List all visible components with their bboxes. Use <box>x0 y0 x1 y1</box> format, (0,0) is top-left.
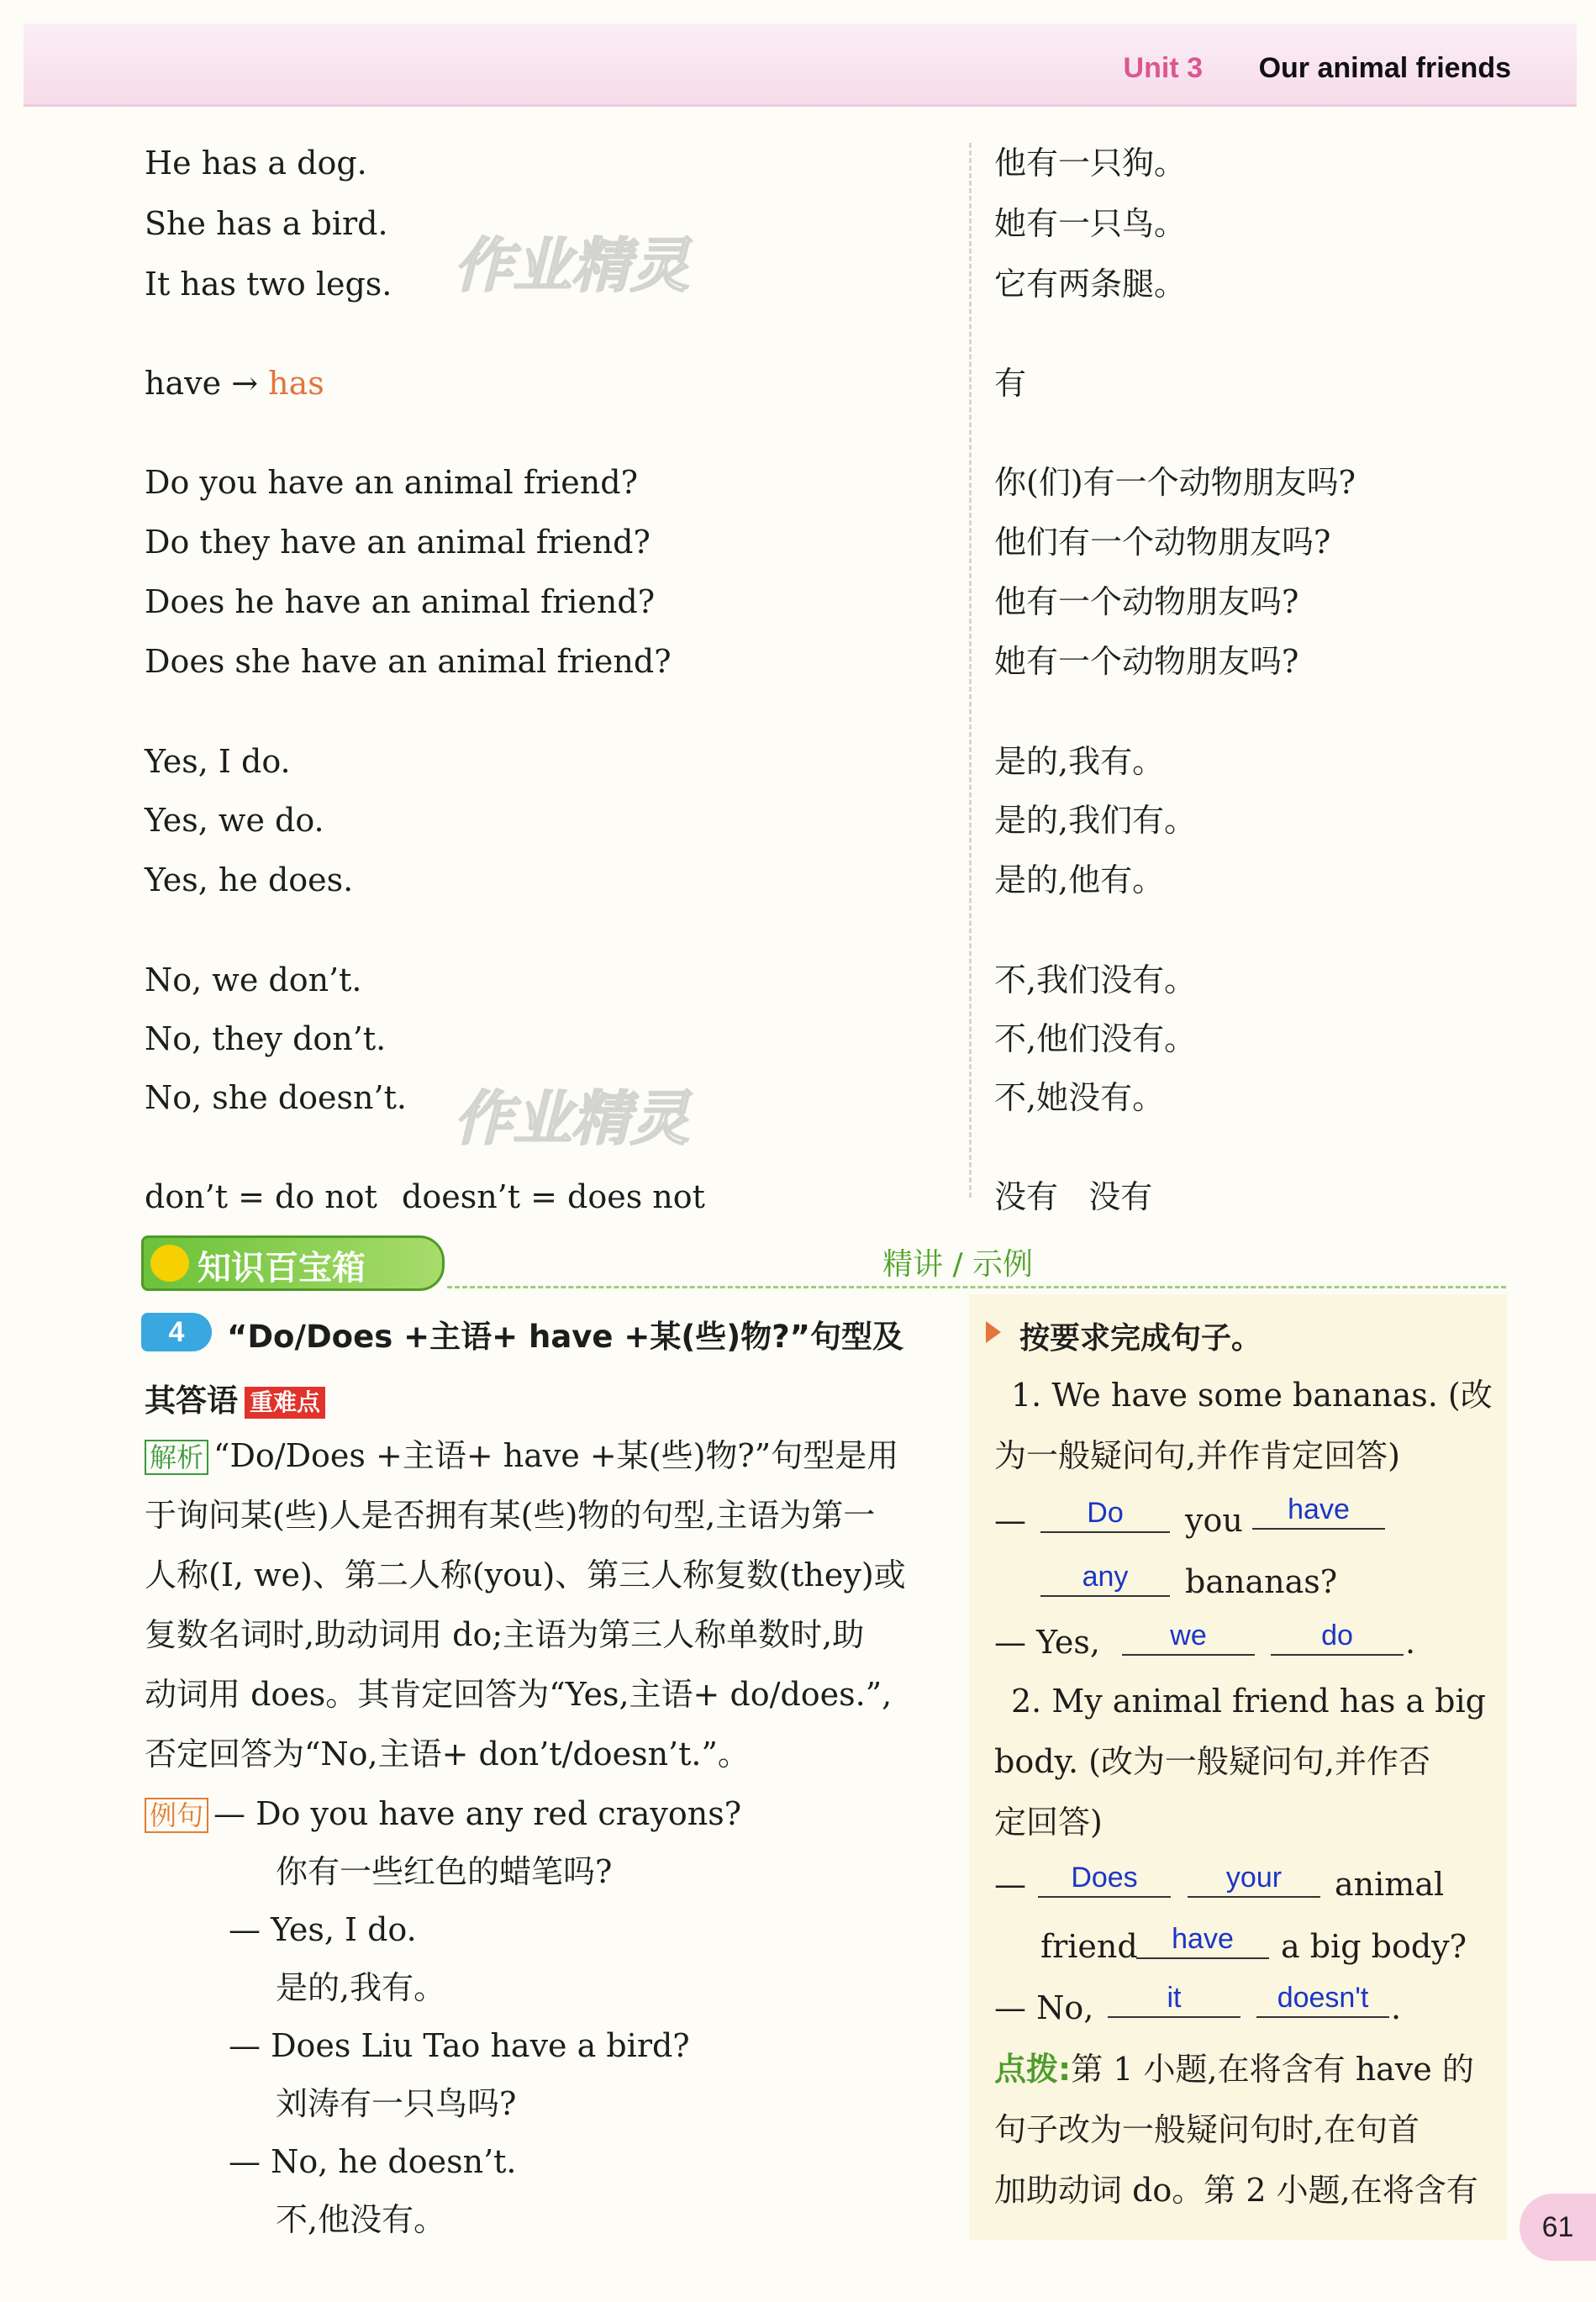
answer-blank[interactable]: any <box>1040 1558 1170 1597</box>
question-zh: 你(们)有一个动物朋友吗? <box>994 464 1356 501</box>
answer-yes-en: Yes, I do. <box>145 743 291 780</box>
answer-yes-zh: 是的,我们有。 <box>994 802 1197 839</box>
analysis-line: 动词用 does。其肯定回答为“Yes,主语+ do/does.”, <box>145 1676 893 1713</box>
word-friend: friend <box>1040 1928 1138 1965</box>
analysis-line: 人称(I, we)、第二人称(you)、第三人称复数(they)或 <box>145 1557 906 1593</box>
sentence-zh: 她有一只鸟。 <box>994 205 1187 242</box>
sentence-en: She has a bird. <box>145 205 388 242</box>
analysis-line: 否定回答为“No,主语+ don’t/doesn’t.”。 <box>145 1736 750 1773</box>
sentence-en: It has two legs. <box>145 266 392 303</box>
answer-blank[interactable]: have <box>1252 1491 1385 1530</box>
triangle-icon <box>986 1321 1001 1343</box>
watermark: 作业精灵 <box>454 1084 689 1153</box>
question-en: Do they have an animal friend? <box>145 524 651 561</box>
yes-prefix: — Yes, <box>994 1624 1100 1661</box>
answer-no-en: No, they don’t. <box>145 1020 387 1057</box>
word-animal: animal <box>1335 1866 1445 1903</box>
answer-no-en: No, she doesn’t. <box>145 1079 407 1116</box>
period: . <box>1405 1624 1416 1661</box>
point-title: “Do/Does +主语+ have +某(些)物?”句型及 <box>227 1319 903 1355</box>
analysis-tag: 解析 <box>145 1440 208 1475</box>
answer-yes-en: Yes, we do. <box>145 802 324 839</box>
exercise-q2-cont: 定回答) <box>994 1804 1103 1841</box>
analysis-line <box>145 1435 898 1476</box>
answer-no-en: No, we don’t. <box>145 961 362 998</box>
answer-blank[interactable]: do <box>1271 1617 1404 1656</box>
exercise-q2-cont: body. (改为一般疑问句,并作否 <box>994 1743 1431 1780</box>
word-have: have <box>145 365 222 402</box>
page-number: 61 <box>1520 2194 1596 2261</box>
answer-blank[interactable]: we <box>1122 1617 1255 1656</box>
tip-text: 第 1 小题,在将含有 have 的 <box>1071 2051 1474 2088</box>
answer-no-zh: 不,她没有。 <box>994 1079 1165 1116</box>
point-number-badge: 4 <box>141 1313 212 1351</box>
example-tag: 例句 <box>145 1798 208 1833</box>
column-divider <box>969 143 972 1198</box>
answer-yes-zh: 是的,我有。 <box>994 743 1165 780</box>
dash: — <box>994 1502 1026 1539</box>
question-en: Do you have an animal friend? <box>145 464 638 501</box>
contraction-zh: 没有 没有 <box>994 1178 1153 1215</box>
section-subtitle: 精讲 / 示例 <box>882 1247 1034 1282</box>
point-title-cont: 其答语 <box>145 1383 238 1419</box>
tip-line: 加助动词 do。第 2 小题,在将含有 <box>994 2172 1478 2209</box>
sentence-en: He has a dog. <box>145 145 367 182</box>
answer-blank[interactable]: Does <box>1038 1859 1171 1898</box>
answer-no-zh: 不,我们没有。 <box>994 961 1197 998</box>
example-line: 不,他没有。 <box>276 2201 446 2238</box>
example-line: 刘涛有一只鸟吗? <box>276 2085 517 2122</box>
no-prefix: — No, <box>994 1989 1094 2026</box>
sentence-zh: 他有一只狗。 <box>994 145 1187 182</box>
question-en: Does he have an animal friend? <box>145 583 656 620</box>
word-you: you <box>1185 1502 1243 1539</box>
section-banner <box>141 1235 445 1291</box>
tip-label: 点拨: <box>994 2051 1072 2088</box>
unit-label: Unit 3 <box>1123 52 1203 84</box>
analysis-text: “Do/Does +主语+ have +某(些)物?”句型是用 <box>213 1437 899 1474</box>
question-en: Does she have an animal friend? <box>145 643 672 680</box>
exercise-q2: 2. My animal friend has a big <box>1011 1683 1486 1720</box>
period: . <box>1391 1989 1402 2026</box>
answer-blank[interactable]: doesn't <box>1256 1979 1389 2018</box>
tip-line <box>994 2049 1474 2089</box>
example-line: — Does Liu Tao have a bird? <box>229 2027 690 2064</box>
sentence-zh: 它有两条腿。 <box>994 266 1187 303</box>
analysis-line: 复数名词时,助动词用 do;主语为第三人称单数时,助 <box>145 1616 865 1653</box>
have-has-row <box>145 363 324 403</box>
answer-blank[interactable]: your <box>1188 1859 1320 1898</box>
question-zh: 他们有一个动物朋友吗? <box>994 524 1331 561</box>
answer-blank[interactable]: have <box>1136 1920 1269 1959</box>
key-icon <box>150 1245 189 1282</box>
example-line: 你有一些红色的蜡笔吗? <box>276 1853 613 1890</box>
word-bananas: bananas? <box>1185 1563 1338 1600</box>
word-has: has <box>268 365 324 402</box>
watermark: 作业精灵 <box>454 231 689 300</box>
answer-yes-zh: 是的,他有。 <box>994 861 1165 898</box>
arrow-icon: → <box>231 365 259 402</box>
point-title-line2 <box>145 1375 325 1420</box>
question-zh: 她有一个动物朋友吗? <box>994 643 1299 680</box>
answer-blank[interactable]: it <box>1108 1979 1240 2018</box>
analysis-line: 于询问某(些)人是否拥有某(些)物的句型,主语为第一 <box>145 1497 876 1534</box>
answer-no-zh: 不,他们没有。 <box>994 1020 1197 1057</box>
answer-blank[interactable]: Do <box>1040 1494 1170 1533</box>
dash: — <box>994 1866 1026 1903</box>
example-line: — No, he doesn’t. <box>229 2143 517 2180</box>
example-line: — Yes, I do. <box>229 1911 417 1948</box>
tip-line: 句子改为一般疑问句时,在句首 <box>994 2111 1420 2148</box>
question-zh: 他有一个动物朋友吗? <box>994 583 1299 620</box>
section-banner-label: 知识百宝箱 <box>198 1249 366 1288</box>
have-has-zh: 有 <box>994 365 1027 402</box>
word-big-body: a big body? <box>1281 1928 1467 1965</box>
contraction-doesnt: doesn’t = does not <box>402 1178 705 1215</box>
example-line: 是的,我有。 <box>276 1969 446 2006</box>
contraction-dont: don’t = do not <box>145 1178 377 1215</box>
exercise-q1-cont: 为一般疑问句,并作肯定回答) <box>994 1437 1400 1474</box>
exercise-heading: 按要求完成句子。 <box>1019 1321 1262 1356</box>
difficulty-tag: 重难点 <box>245 1387 325 1419</box>
answer-yes-en: Yes, he does. <box>145 861 354 898</box>
unit-title: Our animal friends <box>1258 52 1511 84</box>
section-divider <box>447 1286 1506 1288</box>
page-header <box>24 24 1577 107</box>
example-text: — Do you have any red crayons? <box>213 1795 742 1832</box>
example-line <box>145 1794 741 1834</box>
exercise-q1: 1. We have some bananas. (改 <box>1011 1377 1493 1414</box>
